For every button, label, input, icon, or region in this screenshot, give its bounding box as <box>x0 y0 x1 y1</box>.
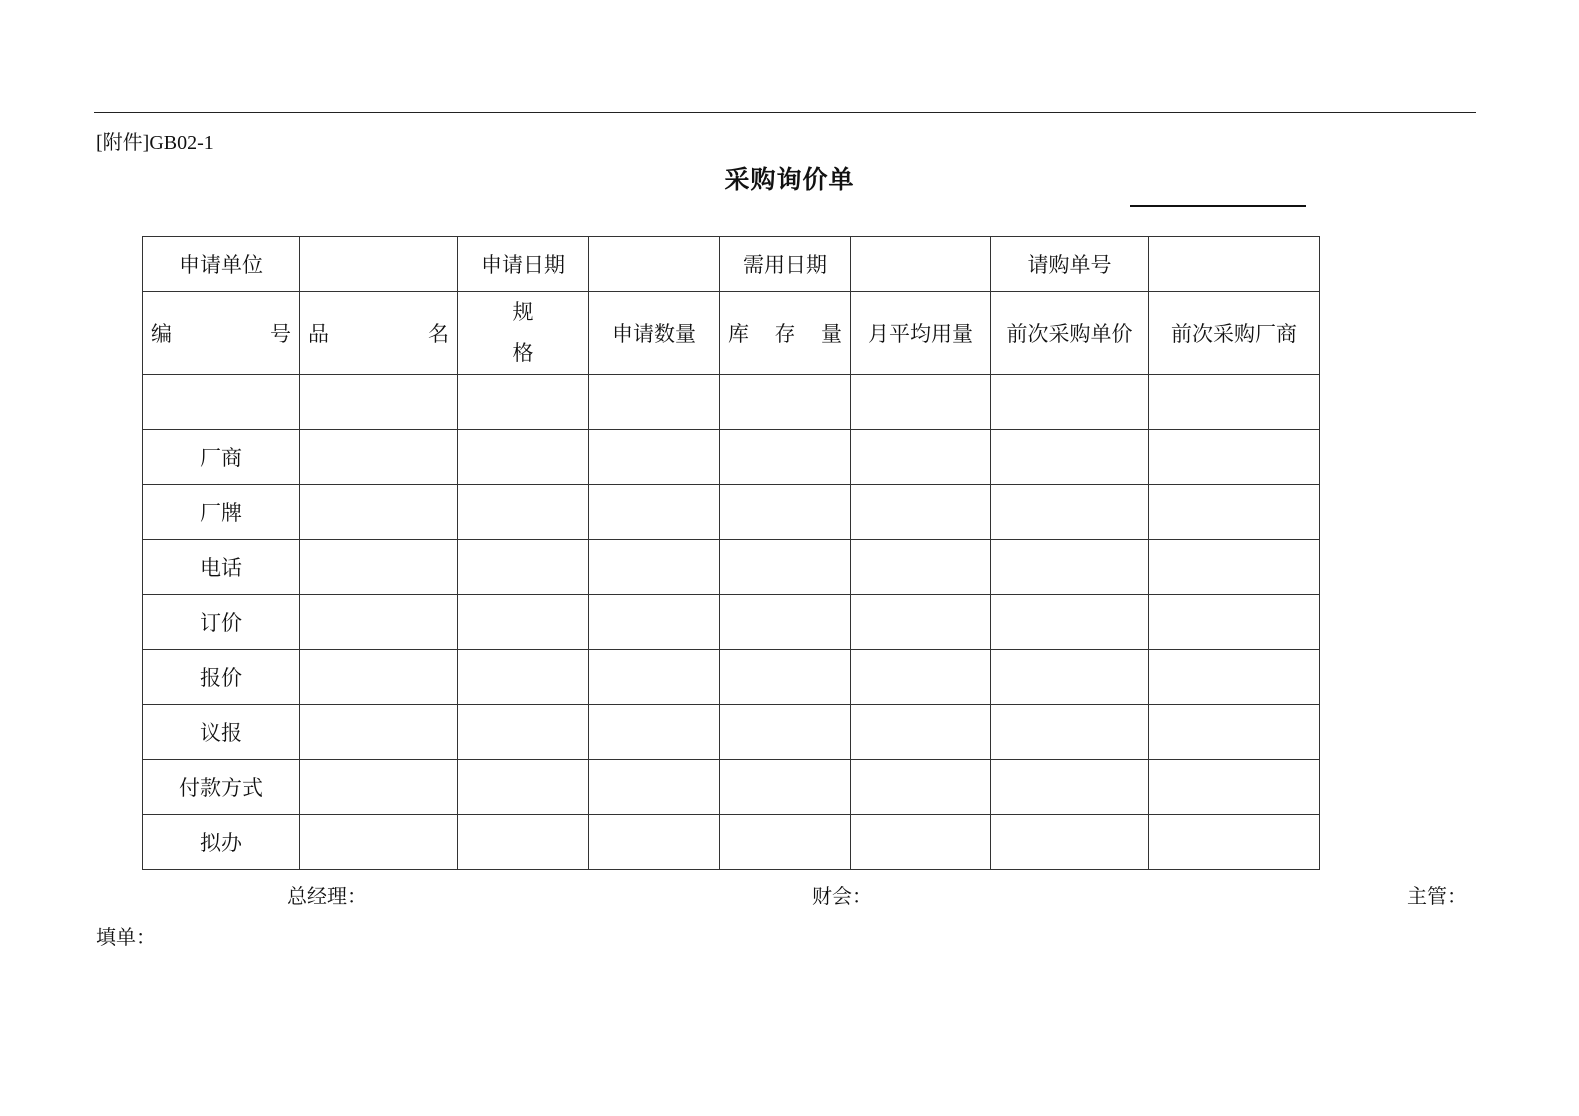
apply-unit-field[interactable] <box>300 237 458 292</box>
row-vendor <box>143 430 1320 485</box>
header-rule <box>94 112 1476 113</box>
cell[interactable] <box>300 375 458 430</box>
col-item-name <box>300 292 458 375</box>
cell[interactable] <box>458 705 589 760</box>
cell[interactable] <box>589 760 720 815</box>
supervisor-label: 主管： <box>1407 884 1467 908</box>
cell[interactable] <box>1149 430 1320 485</box>
page-title: 采购询价单 <box>724 165 855 194</box>
column-header-row <box>143 292 1320 375</box>
cell[interactable] <box>991 705 1149 760</box>
col-last-unit-price: 前次采购单价 <box>991 292 1149 375</box>
cell[interactable] <box>720 815 851 870</box>
cell[interactable] <box>300 815 458 870</box>
attachment-code: [附件]GB02-1 <box>96 132 214 154</box>
cell[interactable] <box>851 485 991 540</box>
row-label-brand: 厂牌 <box>143 485 300 540</box>
cell[interactable] <box>720 595 851 650</box>
cell[interactable] <box>143 375 300 430</box>
col-stock-qty <box>720 292 851 375</box>
cell[interactable] <box>851 760 991 815</box>
general-manager-label: 总经理： <box>287 884 367 908</box>
col-spec-char-1: 规 <box>512 300 534 324</box>
cell[interactable] <box>720 540 851 595</box>
cell[interactable] <box>1149 485 1320 540</box>
cell[interactable] <box>991 760 1149 815</box>
cell[interactable] <box>720 705 851 760</box>
col-stock-char-1: 库 <box>728 322 749 346</box>
cell[interactable] <box>458 595 589 650</box>
cell[interactable] <box>300 595 458 650</box>
col-stock-char-3: 量 <box>821 322 842 346</box>
row-handler <box>143 815 1320 870</box>
cell[interactable] <box>991 430 1149 485</box>
cell[interactable] <box>1149 705 1320 760</box>
cell[interactable] <box>458 375 589 430</box>
cell[interactable] <box>720 430 851 485</box>
cell[interactable] <box>851 595 991 650</box>
col-spec <box>458 292 589 375</box>
row-order-price <box>143 595 1320 650</box>
cell[interactable] <box>458 430 589 485</box>
cell[interactable] <box>589 815 720 870</box>
cell[interactable] <box>720 375 851 430</box>
col-monthly-avg: 月平均用量 <box>851 292 991 375</box>
cell[interactable] <box>991 485 1149 540</box>
item-entry-row <box>143 375 1320 430</box>
cell[interactable] <box>720 650 851 705</box>
cell[interactable] <box>458 815 589 870</box>
row-label-handler: 拟办 <box>143 815 300 870</box>
need-date-field[interactable] <box>851 237 991 292</box>
cell[interactable] <box>300 650 458 705</box>
row-label-payment-method: 付款方式 <box>143 760 300 815</box>
col-last-vendor: 前次采购厂商 <box>1149 292 1320 375</box>
cell[interactable] <box>851 705 991 760</box>
requisition-no-label: 请购单号 <box>991 237 1149 292</box>
cell[interactable] <box>1149 815 1320 870</box>
filled-by-label: 填单： <box>96 925 156 949</box>
row-label-negotiated: 议报 <box>143 705 300 760</box>
col-spec-char-2: 格 <box>512 341 534 365</box>
row-negotiated <box>143 705 1320 760</box>
cell[interactable] <box>1149 595 1320 650</box>
cell[interactable] <box>458 485 589 540</box>
requisition-no-field[interactable] <box>1149 237 1320 292</box>
cell[interactable] <box>458 650 589 705</box>
cell[interactable] <box>1149 760 1320 815</box>
cell[interactable] <box>300 705 458 760</box>
need-date-label: 需用日期 <box>720 237 851 292</box>
cell[interactable] <box>300 760 458 815</box>
cell[interactable] <box>991 815 1149 870</box>
cell[interactable] <box>851 650 991 705</box>
col-item-name-char-2: 名 <box>428 322 449 346</box>
cell[interactable] <box>589 705 720 760</box>
apply-unit-label: 申请单位 <box>143 237 300 292</box>
col-stock-char-2: 存 <box>774 322 796 346</box>
cell[interactable] <box>991 650 1149 705</box>
row-phone <box>143 540 1320 595</box>
row-label-phone: 电话 <box>143 540 300 595</box>
cell[interactable] <box>851 815 991 870</box>
cell[interactable] <box>458 760 589 815</box>
cell[interactable] <box>991 375 1149 430</box>
row-label-quote: 报价 <box>143 650 300 705</box>
cell[interactable] <box>851 430 991 485</box>
cell[interactable] <box>300 485 458 540</box>
col-item-name-char-1: 品 <box>308 322 329 346</box>
row-brand <box>143 485 1320 540</box>
cell[interactable] <box>589 485 720 540</box>
cell[interactable] <box>300 540 458 595</box>
cell[interactable] <box>1149 375 1320 430</box>
cell[interactable] <box>300 430 458 485</box>
apply-date-label: 申请日期 <box>458 237 589 292</box>
cell[interactable] <box>720 485 851 540</box>
form-number-line <box>1130 205 1306 207</box>
cell[interactable] <box>589 430 720 485</box>
cell[interactable] <box>851 375 991 430</box>
cell[interactable] <box>589 595 720 650</box>
row-payment-method <box>143 760 1320 815</box>
row-label-order-price: 订价 <box>143 595 300 650</box>
col-apply-qty: 申请数量 <box>589 292 720 375</box>
cell[interactable] <box>991 540 1149 595</box>
finance-label: 财会： <box>812 884 872 908</box>
cell[interactable] <box>1149 540 1320 595</box>
cell[interactable] <box>589 540 720 595</box>
cell[interactable] <box>1149 650 1320 705</box>
cell[interactable] <box>458 540 589 595</box>
cell[interactable] <box>851 540 991 595</box>
row-label-vendor: 厂商 <box>143 430 300 485</box>
inquiry-table <box>142 236 1320 870</box>
cell[interactable] <box>589 650 720 705</box>
col-number-char-1: 编 <box>151 322 172 346</box>
cell[interactable] <box>991 595 1149 650</box>
apply-date-field[interactable] <box>589 237 720 292</box>
cell[interactable] <box>720 760 851 815</box>
col-number-char-2: 号 <box>270 322 291 346</box>
col-number <box>143 292 300 375</box>
cell[interactable] <box>589 375 720 430</box>
header-info-row <box>143 237 1320 292</box>
row-quote <box>143 650 1320 705</box>
